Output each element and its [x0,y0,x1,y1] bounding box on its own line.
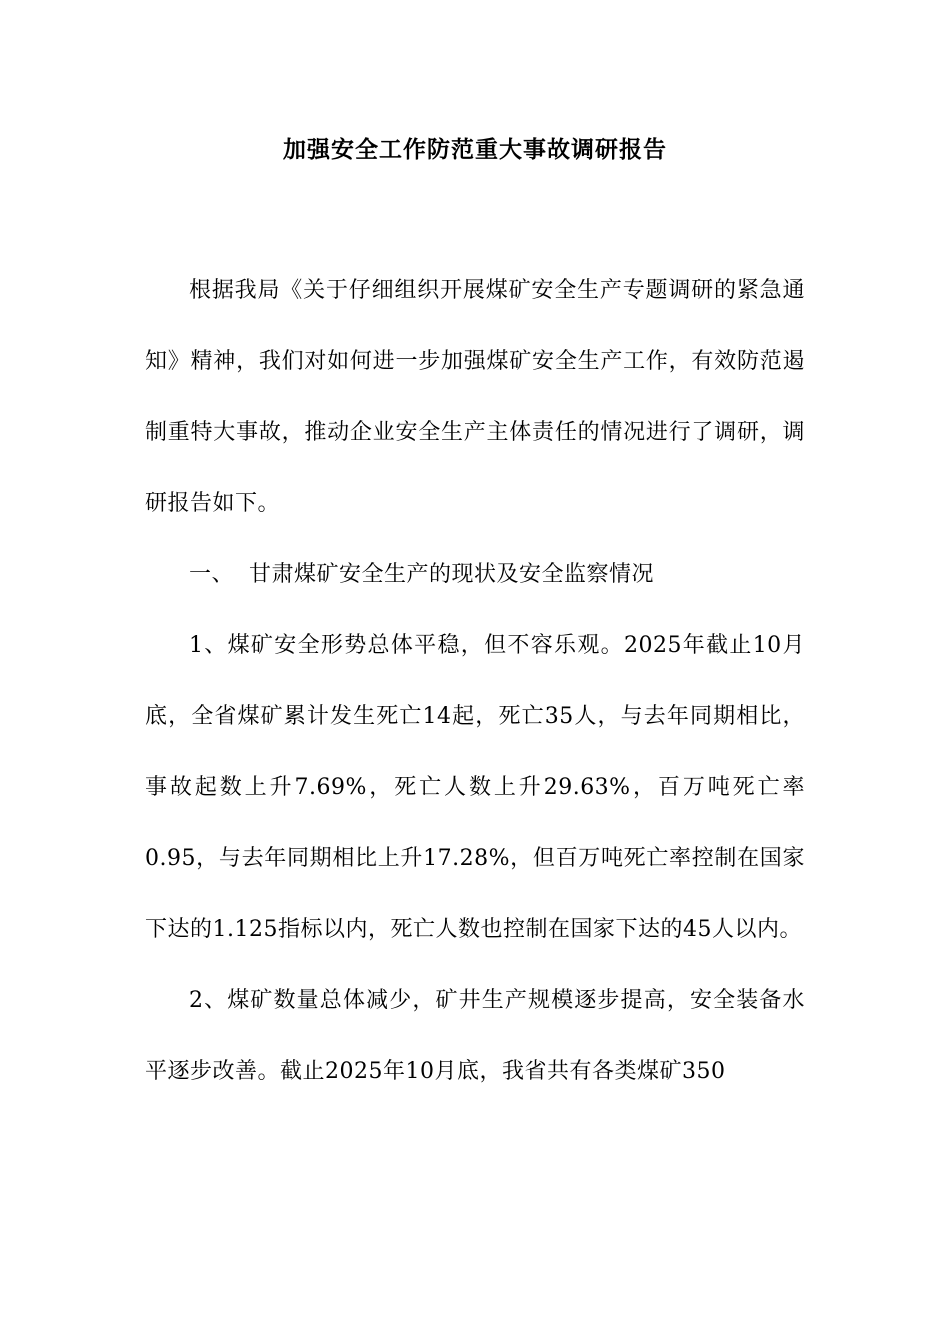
section-heading-1: 一、 甘肃煤矿安全生产的现状及安全监察情况 [189,562,654,587]
intro-paragraph: 根据我局《关于仔细组织开展煤矿安全生产专题调研的紧急通知》精神，我们对如何进一步加强煤矿安全生产工作，有效防范遏制重特大事故，推动企业安全生产主体责任的情况进行了调研，调研报告如下。 [145,278,805,516]
document-body [145,255,805,1107]
document-title: 加强安全工作防范重大事故调研报告 [283,136,667,163]
paragraph-item-2: 2、煤矿数量总体减少，矿井生产规模逐步提高，安全装备水平逐步改善。截止2025年10月底，我省共有各类煤矿350 [145,988,805,1084]
paragraph-item-1: 1、煤矿安全形势总体平稳，但不容乐观。2025年截止10月底，全省煤矿累计发生死亡14起，死亡35人，与去年同期相比，事故起数上升7.69%，死亡人数上升29.63%，百万吨死亡率0.95，与去年同期相比上升17.28%，但百万吨死亡率控制在国家下达的1.125指标以内，死亡人数也控制在国家下达的45人以内。 [145,633,805,942]
